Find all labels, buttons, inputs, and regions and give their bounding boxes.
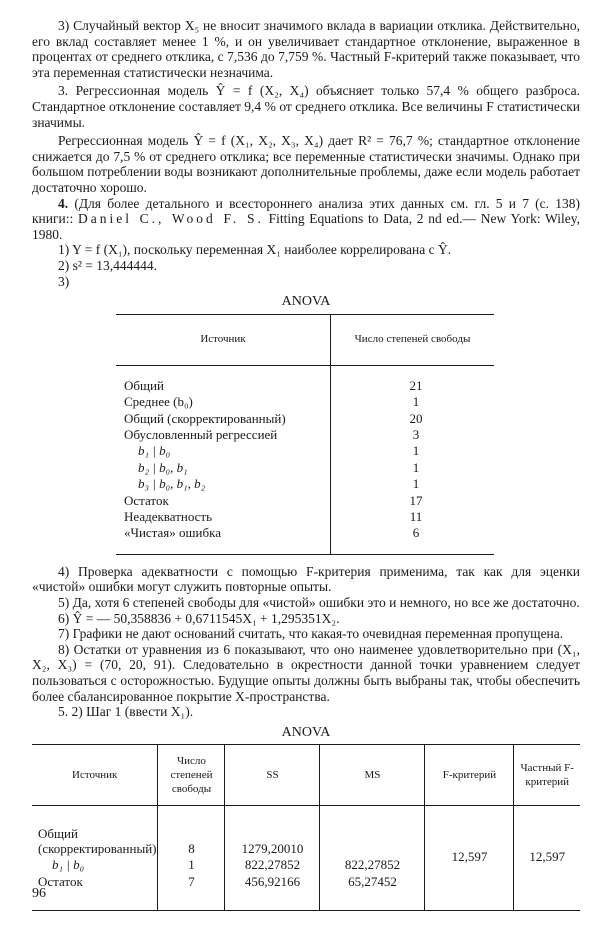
anova-title-2: ANOVA — [281, 724, 331, 740]
table-row: Остаток 7 456,92166 65,27452 — [32, 874, 580, 890]
step-1: 5. 2) Шаг 1 (ввести X₁). — [58, 704, 194, 720]
header-source: Источник — [32, 745, 158, 806]
page-body — [32, 18, 580, 911]
table-row: Общий (скорректированный) 20 — [116, 411, 494, 427]
table-row: b₂ | b₀, b₁ 1 — [116, 460, 494, 476]
table-row: b₁ | b₀ 1 — [116, 443, 494, 459]
table-row: b₁ | b₀ 1 822,27852 822,27852 12,597 12,597 — [32, 857, 580, 873]
table-row: Остаток 17 — [116, 493, 494, 509]
answer-7: 7) Графики не дают оснований считать, что какая-то очевидная переменная пропущена. — [58, 626, 564, 642]
table-row: b₃ | b₀, b₁, b₂ 1 — [116, 476, 494, 492]
answer-1: 1) Y = f (X₁), поскольку переменная X₁ наиболее коррелирована с Ŷ. — [58, 242, 452, 258]
header-df: Число степеней свободы — [158, 745, 225, 806]
page-number: 96 — [32, 886, 46, 901]
table-row: Общий 21 — [116, 378, 494, 394]
answer-8: 8) Остатки от уравнения из 6 показывают, что оно наименее удовлетворительно при (X₁, X₂, X₃) = (70, 20, 91). Следовательно в окрестности данной точки уравнением следует пользоваться с осторожностью. Будущие опыты должны быть выбраны так, чтобы обеспечить более сбалансированное покрытие X-пространства. — [32, 641, 580, 704]
reference-title: Fitting Equations to Data, 2 nd ed.— New York: Wiley, 1980. — [32, 211, 580, 242]
anova-table-1 — [116, 314, 494, 555]
paragraph-model-x1-x4: Регрессионная модель Ŷ = f (X₁, X₂, X₃, X₄) дает R² = 76,7 %; стандартное отклонение снижается до 7,5 % от среднего отклика; все переменные статистически значимы. Однако при большом потреблении воды возникают дополнительные проблемы, даже если модель работает достаточно хорошо. — [32, 133, 580, 195]
header-ms: MS — [320, 745, 425, 806]
paragraph-reference — [32, 196, 580, 243]
header-source: Источник — [116, 314, 331, 365]
table-row: Общий (скорректированный) 8 1279,20010 — [32, 826, 580, 857]
table-row: Обусловленный регрессией 3 — [116, 427, 494, 443]
answer-4: 4) Проверка адекватности с помощью F-критерия применима, так как для эценки «чистой» ошибки могут служить повторные опыты. — [32, 563, 580, 595]
anova-table-2 — [32, 744, 580, 911]
paragraph-model-x2-x4: 3. Регрессионная модель Ŷ = f (X₂, X₄) объясняет только 57,4 % общего разброса. Стандартное отклонение составляет 9,4 % от среднего отклика. Все величины F статистически значимы. — [32, 83, 580, 130]
header-f: F-критерий — [425, 745, 514, 806]
reference-intro: (Для более детального и всестороннего анализа этих данных см. гл. 5 и 7 (с. 138) книги:: — [32, 195, 580, 227]
paragraph-random-vector: 3) Случайный вектор X₅ не вносит значимого вклада в вариации отклика. Действительно, его вклад составляет менее 1 %, и он увеличивает стандартное отклонение, выраженное в процентах от среднего отклика, с 7,536 до 7,759 %. Частный F-критерий также показывает, что эта переменная статистически незначима. — [32, 18, 580, 80]
answer-6: 6) Ŷ = — 50,358836 + 0,6711545X₁ + 1,295351X₂. — [58, 610, 340, 626]
header-ss: SS — [225, 745, 320, 806]
header-df: Число степеней свободы — [331, 314, 495, 365]
reference-authors: Daniel C., Wood F. S. — [77, 211, 264, 227]
header-partial-f: Частный F-критерий — [514, 745, 580, 806]
answer-3: 3) — [58, 273, 70, 289]
item-number: 4. — [58, 195, 69, 211]
table-row: Среднее (b₀) 1 — [116, 394, 494, 410]
anova-title-1: ANOVA — [281, 294, 331, 310]
answer-2: 2) s² = 13,444444. — [58, 257, 158, 273]
table-row: «Чистая» ошибка 6 — [116, 525, 494, 541]
table-row: Неадекватность 11 — [116, 509, 494, 525]
answer-5: 5) Да, хотя 6 степеней свободы для «чистой» ошибки это и немного, но все же достаточно. — [58, 594, 580, 610]
